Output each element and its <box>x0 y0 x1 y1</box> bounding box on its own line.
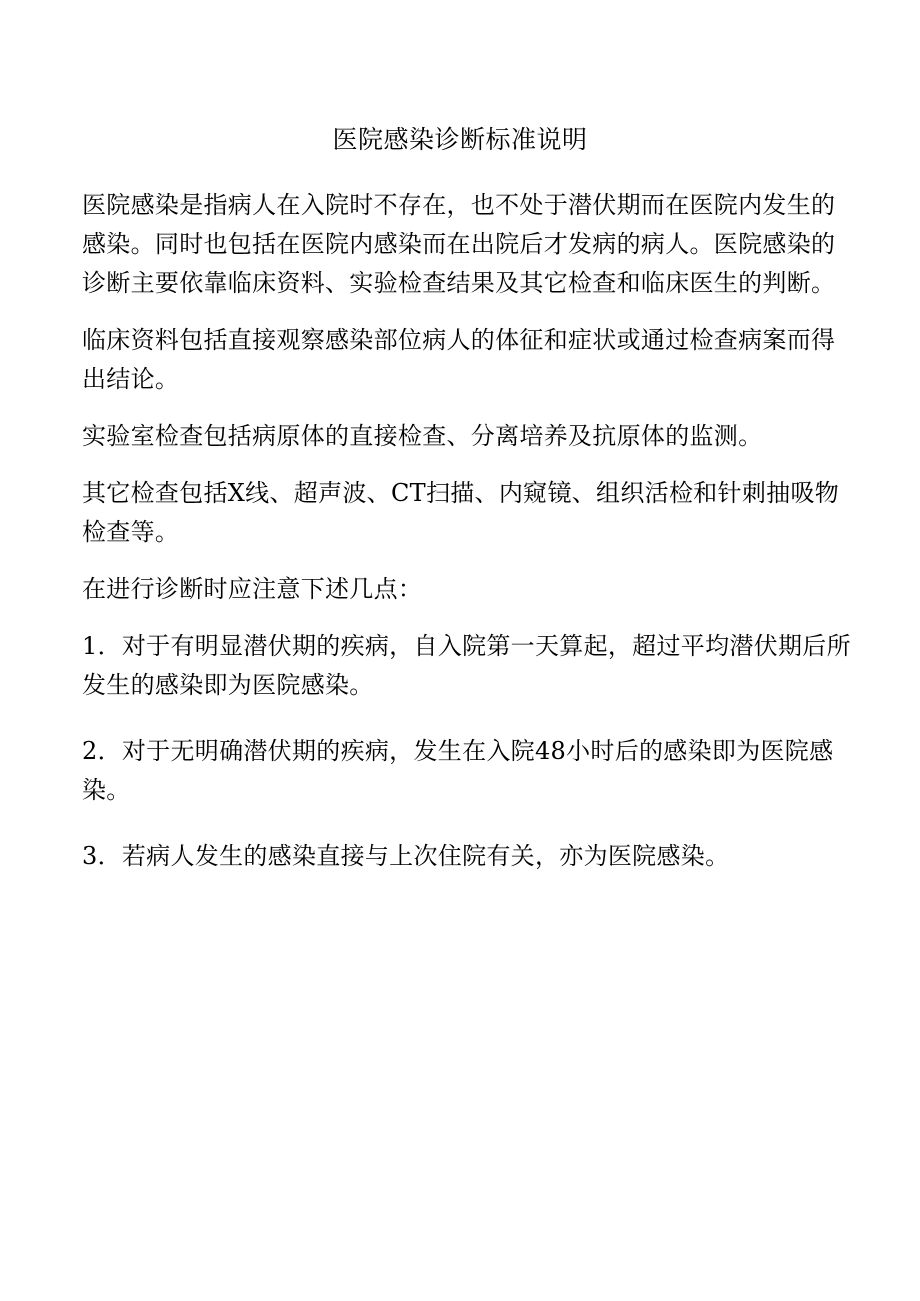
document-body <box>82 186 852 903</box>
paragraph-notes-intro: 在进行诊断时应注意下述几点： <box>82 575 423 603</box>
list-item-2: 2．对于无明确潜伏期的疾病，发生在入院48小时后的感染即为医院感染。 <box>82 737 834 804</box>
paragraph-definition: 医院感染是指病人在入院时不存在，也不处于潜伏期而在医院内发生的感染。同时也包括在医院内感染而在出院后才发病的病人。医院感染的诊断主要依靠临床资料、实验检查结果及其它检查和临床医生的判断。 <box>82 191 836 297</box>
paragraph-other-tests: 其它检查包括X线、超声波、CT扫描、内窥镜、组织活检和针刺抽吸物检查等。 <box>82 479 840 546</box>
list-item-3: 3．若病人发生的感染直接与上次住院有关，亦为医院感染。 <box>82 842 730 870</box>
document-title: 医院感染诊断标准说明 <box>332 125 588 154</box>
list-item-1: 1．对于有明显潜伏期的疾病，自入院第一天算起，超过平均潜伏期后所发生的感染即为医院感染。 <box>82 632 851 699</box>
paragraph-clinical-data: 临床资料包括直接观察感染部位病人的体征和症状或通过检查病案而得出结论。 <box>82 326 836 393</box>
paragraph-lab-tests: 实验室检查包括病原体的直接检查、分离培养及抗原体的监测。 <box>82 422 763 450</box>
